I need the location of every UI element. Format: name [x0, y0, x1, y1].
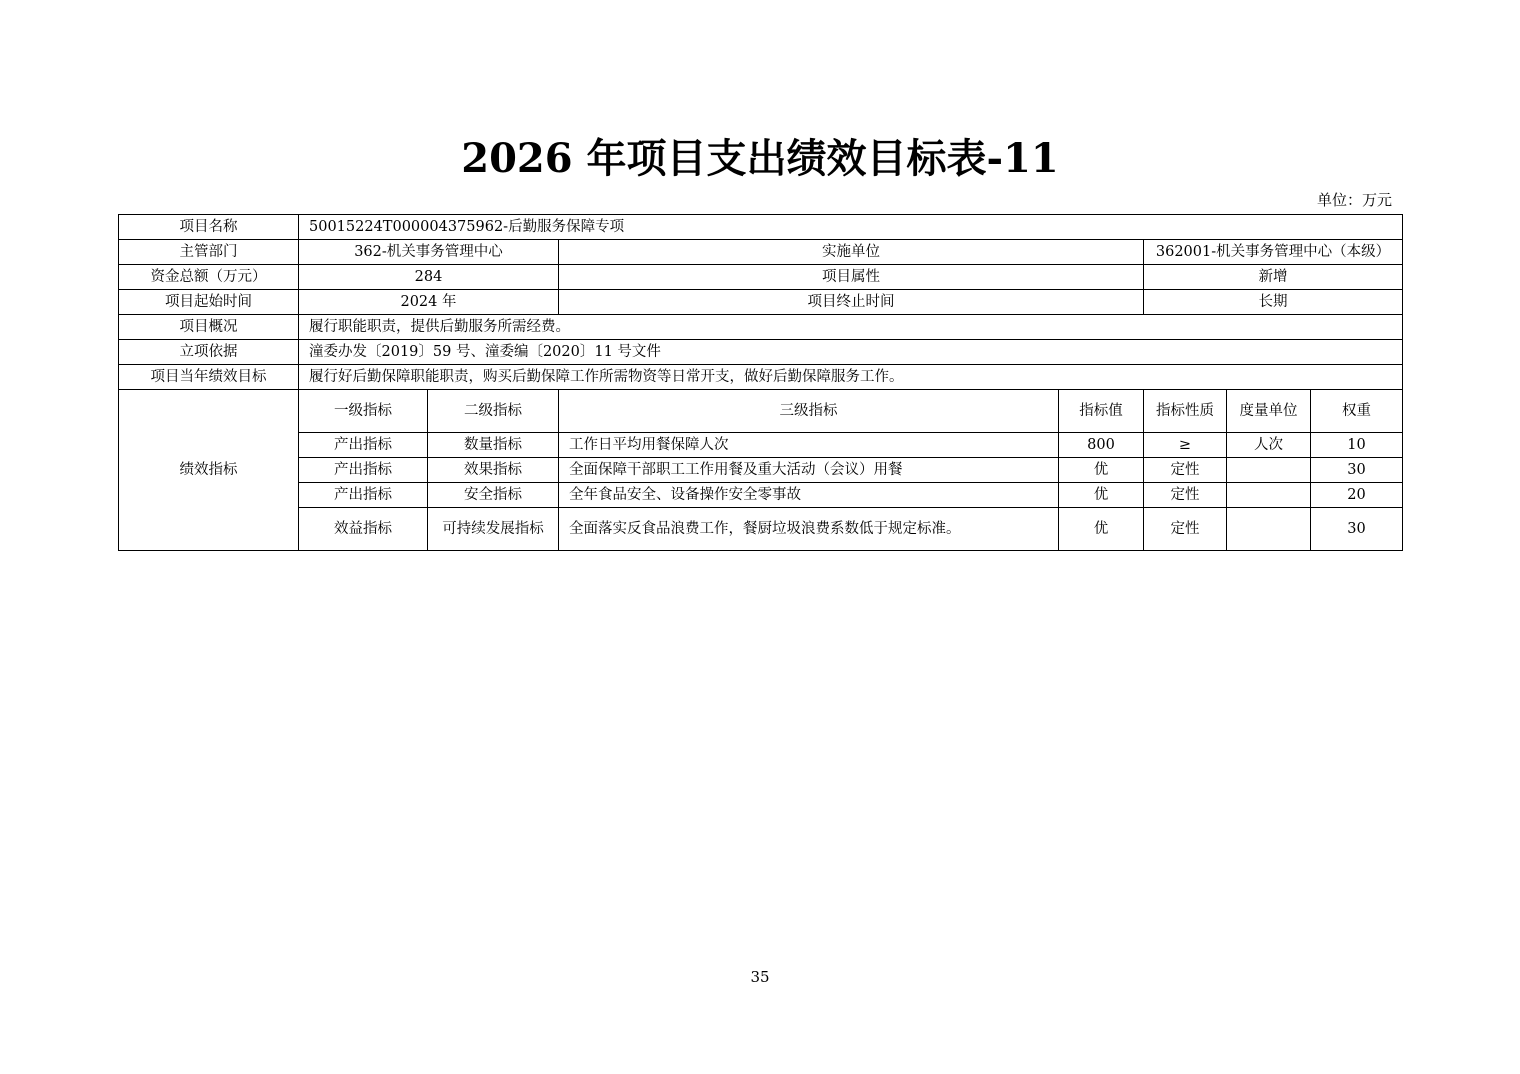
project-name-value: 50015224T000004375962-后勤服务保障专项 [299, 215, 1403, 240]
table-row [119, 215, 1403, 240]
fund-label: 资金总额（万元） [119, 265, 299, 290]
indicator-value: 优 [1059, 508, 1144, 551]
indicator-level1: 产出指标 [299, 433, 428, 458]
indicator-value: 800 [1059, 433, 1144, 458]
indicator-unit [1227, 508, 1311, 551]
indicator-level3: 全面保障干部职工工作用餐及重大活动（会议）用餐 [559, 458, 1059, 483]
start-value: 2024 年 [299, 290, 559, 315]
indicator-level2: 可持续发展指标 [428, 508, 559, 551]
dept-label: 主管部门 [119, 240, 299, 265]
goal-value: 履行好后勤保障职能职责，购买后勤保障工作所需物资等日常开支，做好后勤保障服务工作。 [299, 365, 1403, 390]
indicator-level1: 效益指标 [299, 508, 428, 551]
indicator-weight: 30 [1311, 458, 1403, 483]
impl-label: 实施单位 [559, 240, 1144, 265]
indicator-weight: 10 [1311, 433, 1403, 458]
indicator-level2: 数量指标 [428, 433, 559, 458]
indicator-level3: 全面落实反食品浪费工作，餐厨垃圾浪费系数低于规定标准。 [559, 508, 1059, 551]
basis-value: 潼委办发〔2019〕59 号、潼委编〔2020〕11 号文件 [299, 340, 1403, 365]
indicator-value: 优 [1059, 483, 1144, 508]
fund-value: 284 [299, 265, 559, 290]
indicator-nature: 定性 [1144, 458, 1227, 483]
overview-label: 项目概况 [119, 315, 299, 340]
indicator-level2: 安全指标 [428, 483, 559, 508]
dept-value: 362-机关事务管理中心 [299, 240, 559, 265]
end-label: 项目终止时间 [559, 290, 1144, 315]
header-level1: 一级指标 [299, 390, 428, 433]
indicator-level3: 工作日平均用餐保障人次 [559, 433, 1059, 458]
indicator-unit: 人次 [1227, 433, 1311, 458]
unit-label: 单位：万元 [1316, 191, 1392, 209]
table-row [119, 290, 1403, 315]
indicator-level1: 产出指标 [299, 483, 428, 508]
table-row [119, 340, 1403, 365]
table-row [119, 265, 1403, 290]
page-number: 35 [750, 968, 770, 986]
header-value: 指标值 [1059, 390, 1144, 433]
project-name-label: 项目名称 [119, 215, 299, 240]
header-unit: 度量单位 [1227, 390, 1311, 433]
header-level2: 二级指标 [428, 390, 559, 433]
attr-value: 新增 [1144, 265, 1403, 290]
attr-label: 项目属性 [559, 265, 1144, 290]
indicator-unit [1227, 458, 1311, 483]
indicator-row [119, 458, 1403, 483]
header-nature: 指标性质 [1144, 390, 1227, 433]
table-row [119, 315, 1403, 340]
indicator-header-row [119, 390, 1403, 433]
indicator-nature: 定性 [1144, 508, 1227, 551]
header-level3: 三级指标 [559, 390, 1059, 433]
performance-table [118, 214, 1403, 551]
indicator-row [119, 433, 1403, 458]
end-value: 长期 [1144, 290, 1403, 315]
indicator-nature: ≥ [1144, 433, 1227, 458]
table-row [119, 365, 1403, 390]
indicator-weight: 20 [1311, 483, 1403, 508]
start-label: 项目起始时间 [119, 290, 299, 315]
indicator-level2: 效果指标 [428, 458, 559, 483]
page-title: 2026 年项目支出绩效目标表-11 [461, 135, 1059, 182]
basis-label: 立项依据 [119, 340, 299, 365]
impl-value: 362001-机关事务管理中心（本级） [1144, 240, 1403, 265]
indicator-value: 优 [1059, 458, 1144, 483]
header-weight: 权重 [1311, 390, 1403, 433]
indicator-level1: 产出指标 [299, 458, 428, 483]
indicators-section-label: 绩效指标 [119, 390, 299, 551]
overview-value: 履行职能职责，提供后勤服务所需经费。 [299, 315, 1403, 340]
goal-label: 项目当年绩效目标 [119, 365, 299, 390]
indicator-nature: 定性 [1144, 483, 1227, 508]
table-row [119, 240, 1403, 265]
indicator-row [119, 483, 1403, 508]
indicator-weight: 30 [1311, 508, 1403, 551]
indicator-level3: 全年食品安全、设备操作安全零事故 [559, 483, 1059, 508]
indicator-row [119, 508, 1403, 551]
indicator-unit [1227, 483, 1311, 508]
